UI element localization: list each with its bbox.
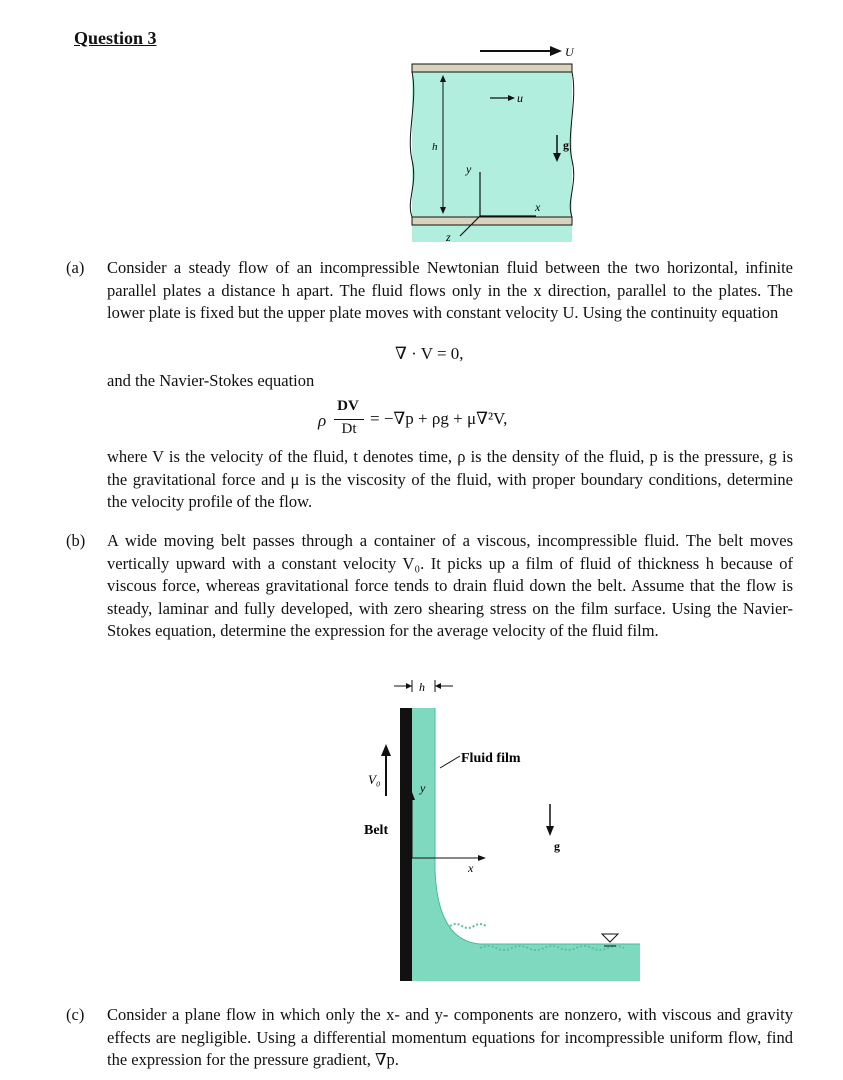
- part-c-text: Consider a plane flow in which only the x- and y- components are nonzero, with viscous and gravity effects are negligible. Using a differential momentum equations for incompressible uniform flow, find the expression for the pressure gradient, ∇p.: [107, 1005, 793, 1069]
- label-belt: Belt: [364, 823, 389, 838]
- label-U: U: [565, 45, 574, 59]
- part-a-text: Consider a steady flow of an incompressible Newtonian fluid between the two horizontal, infinite parallel plates a distance h apart. The fluid flows only in the x direction, parallel to the plates. The lower plate is fixed but the upper plate moves with constant velocity U. Using the continuity equation: [107, 258, 793, 322]
- upper-plate: [412, 64, 572, 72]
- label-y: y: [420, 781, 426, 795]
- label-v0: V₀: [368, 772, 381, 787]
- part-a-where: where V is the velocity of the fluid, t denotes time, ρ is the density of the fluid, p is the pressure, g is the gravitational force and μ is the viscosity of the fluid, with proper boundary conditions, determine the velocity profile of the flow.: [107, 447, 793, 511]
- free-surface-symbol: [602, 934, 618, 942]
- ns-numerator: DV: [337, 398, 359, 414]
- label-x: x: [535, 200, 541, 214]
- part-a-label: (a): [66, 258, 85, 277]
- plate-velocity-arrowhead: [550, 46, 562, 56]
- navier-stokes-equation: [318, 398, 618, 444]
- label-h: h: [432, 141, 438, 153]
- fluid-film-leader: [440, 756, 460, 768]
- ns-denominator: Dt: [341, 421, 357, 437]
- question-title: Question 3: [74, 28, 157, 48]
- parallel-plates-figure: [400, 40, 600, 250]
- label-h: h: [419, 680, 425, 694]
- part-b-label: (b): [66, 531, 86, 550]
- ns-right-hand-side: = −∇p + ρg + μ∇²V,: [370, 409, 508, 428]
- label-u: u: [517, 91, 523, 105]
- belt: [400, 708, 412, 981]
- part-c-label: (c): [66, 1005, 85, 1024]
- label-g: g: [554, 839, 560, 853]
- fluid-region: [412, 64, 572, 242]
- ns-fraction-bar: [334, 419, 364, 420]
- part-b-text: A wide moving belt passes through a container of a viscous, incompressible fluid. The belt moves vertically upward with a constant velocity V₀. It picks up a film of fluid of thickness h because of viscous force, whereas gravitational force tends to drain fluid down the belt. Assume that the flow is steady, laminar and fully developed, with zero shearing stress on the film surface. Using the Navier-Stokes equation, determine the expression for the average velocity of the fluid film.: [107, 531, 793, 640]
- navier-stokes-intro: and the Navier-Stokes equation: [107, 371, 315, 390]
- label-g: g: [563, 138, 569, 152]
- lower-plate: [412, 217, 572, 225]
- ns-rho: ρ: [318, 411, 327, 430]
- label-z: z: [446, 230, 451, 244]
- label-y: y: [466, 162, 472, 176]
- continuity-equation: ∇ · V = 0,: [395, 344, 464, 363]
- fluid-film-region: [412, 708, 640, 981]
- label-x: x: [468, 861, 474, 875]
- moving-belt-figure: [350, 676, 650, 986]
- label-fluid-film: Fluid film: [461, 751, 521, 766]
